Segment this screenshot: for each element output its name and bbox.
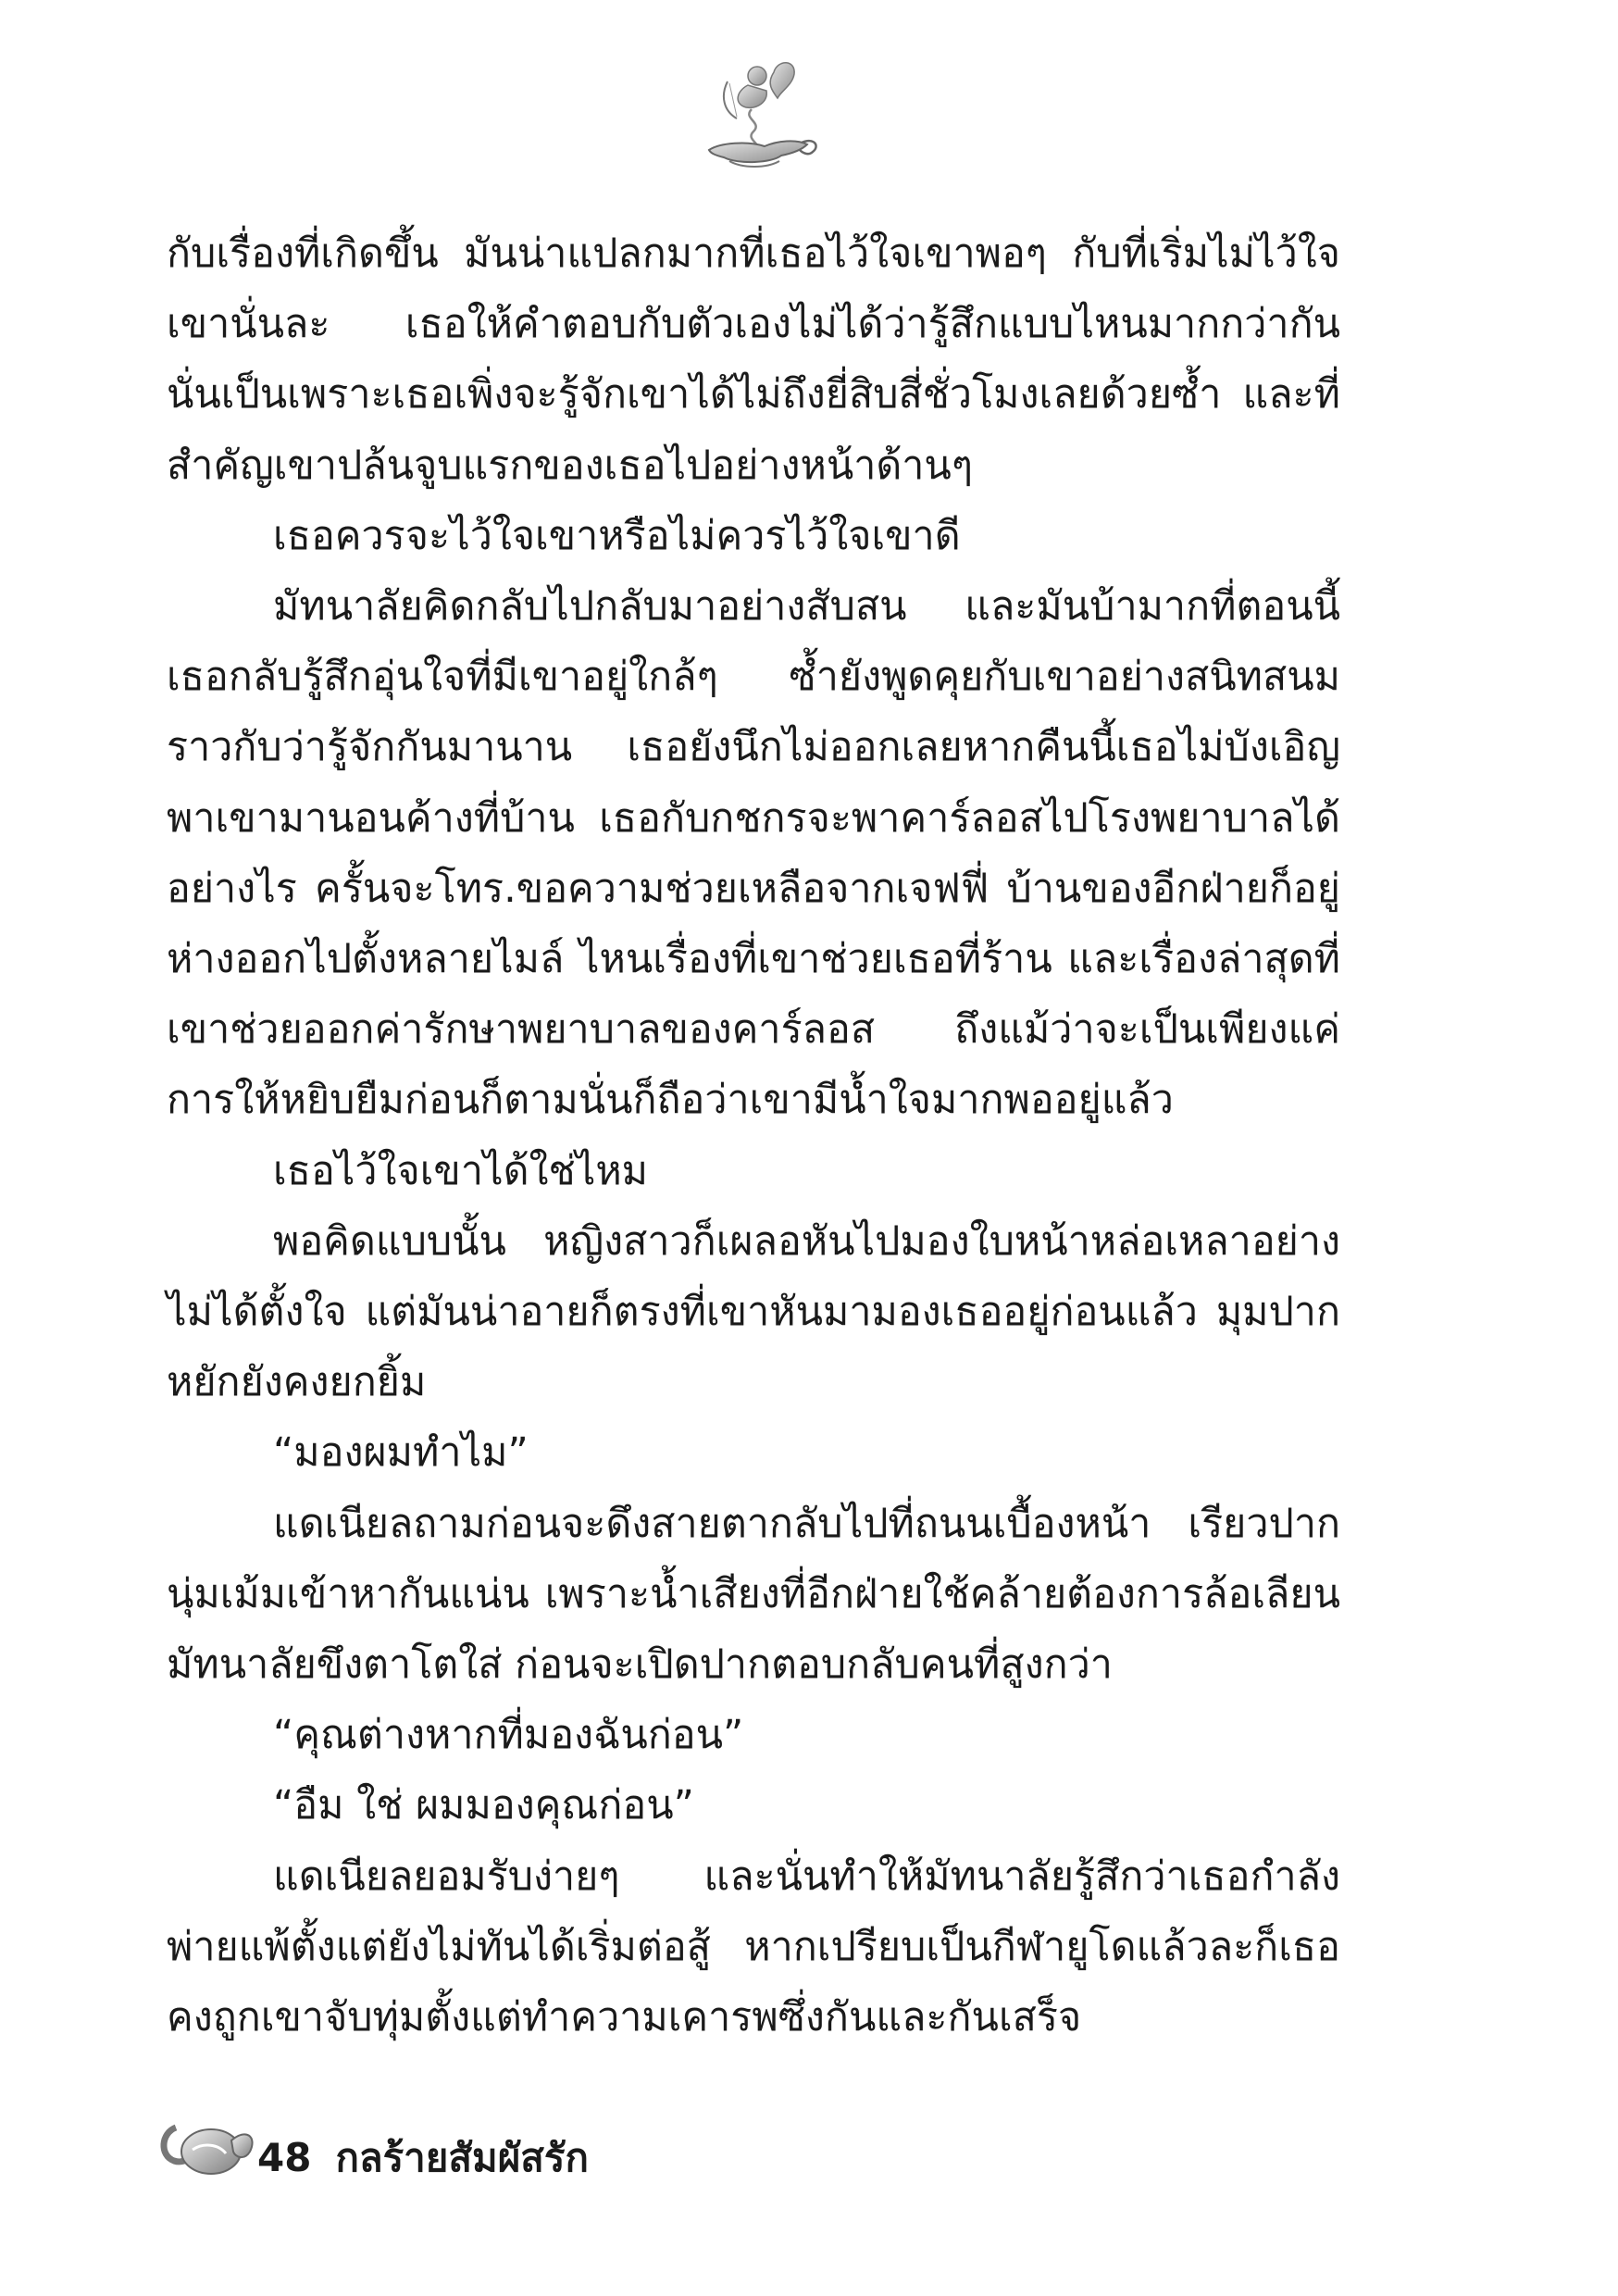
footer-text (257, 2128, 589, 2189)
paragraph: แดเนียลยอมรับง่ายๆ และนั่นทำให้มัทนาลัยรู้สึกว่าเธอกำลังพ่ายแพ้ตั้งแต่ยังไม่ทันได้เริ่มต่อสู้ หากเปรียบเป็นกีฬายูโดแล้วละก็เธอคงถูกเขาจับทุ่มตั้งแต่ทำความเคารพซึ่งกันและกันเสร็จ (167, 1853, 1340, 2041)
paragraph: พอคิดแบบนั้น หญิงสาวก็เผลอหันไปมองใบหน้าหล่อเหลาอย่างไม่ได้ตั้งใจ แต่มันน่าอายก็ตรงที่เขาหันมามองเธออยู่ก่อนแล้ว มุมปากหยักยังคงยกยิ้ม (167, 1217, 1340, 1406)
paragraph: เธอไว้ใจเขาได้ใช่ไหม (273, 1147, 649, 1194)
pacifier-icon (157, 2100, 257, 2189)
paragraph: กับเรื่องที่เกิดขึ้น มันน่าแปลกมากที่เธอไว้ใจเขาพอๆ กับที่เริ่มไม่ไว้ใจเขานั่นละ เธอให้คำตอบกับตัวเองไม่ได้ว่ารู้สึกแบบไหนมากกว่ากัน นั่นเป็นเพราะเธอเพิ่งจะรู้จักเขาได้ไม่ถึงยี่สิบสี่ชั่วโมงเลยด้วยซ้ำ และที่สำคัญเขาปล้นจูบแรกของเธอไปอย่างหน้าด้านๆ (167, 231, 1340, 489)
paragraph: “คุณต่างหากที่มองฉันก่อน” (273, 1712, 744, 1759)
paragraph: “อืม ใช่ ผมมองคุณก่อน” (273, 1782, 694, 1829)
paragraph: “มองผมทำไม” (273, 1429, 529, 1477)
book-title: กลร้ายสัมผัสรัก (335, 2135, 589, 2180)
cupid-genie-lamp-icon (692, 54, 822, 172)
page-number: 48 (257, 2135, 312, 2180)
paragraph: เธอควรจะไว้ใจเขาหรือไม่ควรไว้ใจเขาดี (273, 512, 961, 559)
paragraph: แดเนียลถามก่อนจะดึงสายตากลับไปที่ถนนเบื้องหน้า เรียวปากนุ่มเม้มเข้าหากันแน่น เพราะน้ำเสียงที่อีกฝ่ายใช้คล้ายต้องการล้อเลียน มัทนาลัยขึงตาโตใส่ ก่อนจะเปิดปากตอบกลับคนที่สูงกว่า (167, 1500, 1340, 1689)
page-footer (157, 2100, 990, 2202)
paragraph: มัทนาลัยคิดกลับไปกลับมาอย่างสับสน และมันบ้ามากที่ตอนนี้เธอกลับรู้สึกอุ่นใจที่มีเขาอยู่ใกล้ๆ ซ้ำยังพูดคุยกับเขาอย่างสนิทสนมราวกับว่ารู้จักกันมานาน เธอยังนึกไม่ออกเลยหากคืนนี้เธอไม่บังเอิญพาเขามานอนค้างที่บ้าน เธอกับกชกรจะพาคาร์ลอสไปโรงพยาบาลได้อย่างไร ครั้นจะโทร.ขอความช่วยเหลือจากเจฟฟี่ บ้านของอีกฝ่ายก็อยู่ห่างออกไปตั้งหลายไมล์ ไหนเรื่องที่เขาช่วยเธอที่ร้าน และเรื่องล่าสุดที่เขาช่วยออกค่ารักษาพยาบาลของคาร์ลอส ถึงแม้ว่าจะเป็นเพียงแค่การให้หยิบยืมก่อนก็ตามนั่นก็ถือว่าเขามีน้ำใจมากพออยู่แล้ว (167, 583, 1340, 1124)
body-text (167, 218, 1340, 2053)
